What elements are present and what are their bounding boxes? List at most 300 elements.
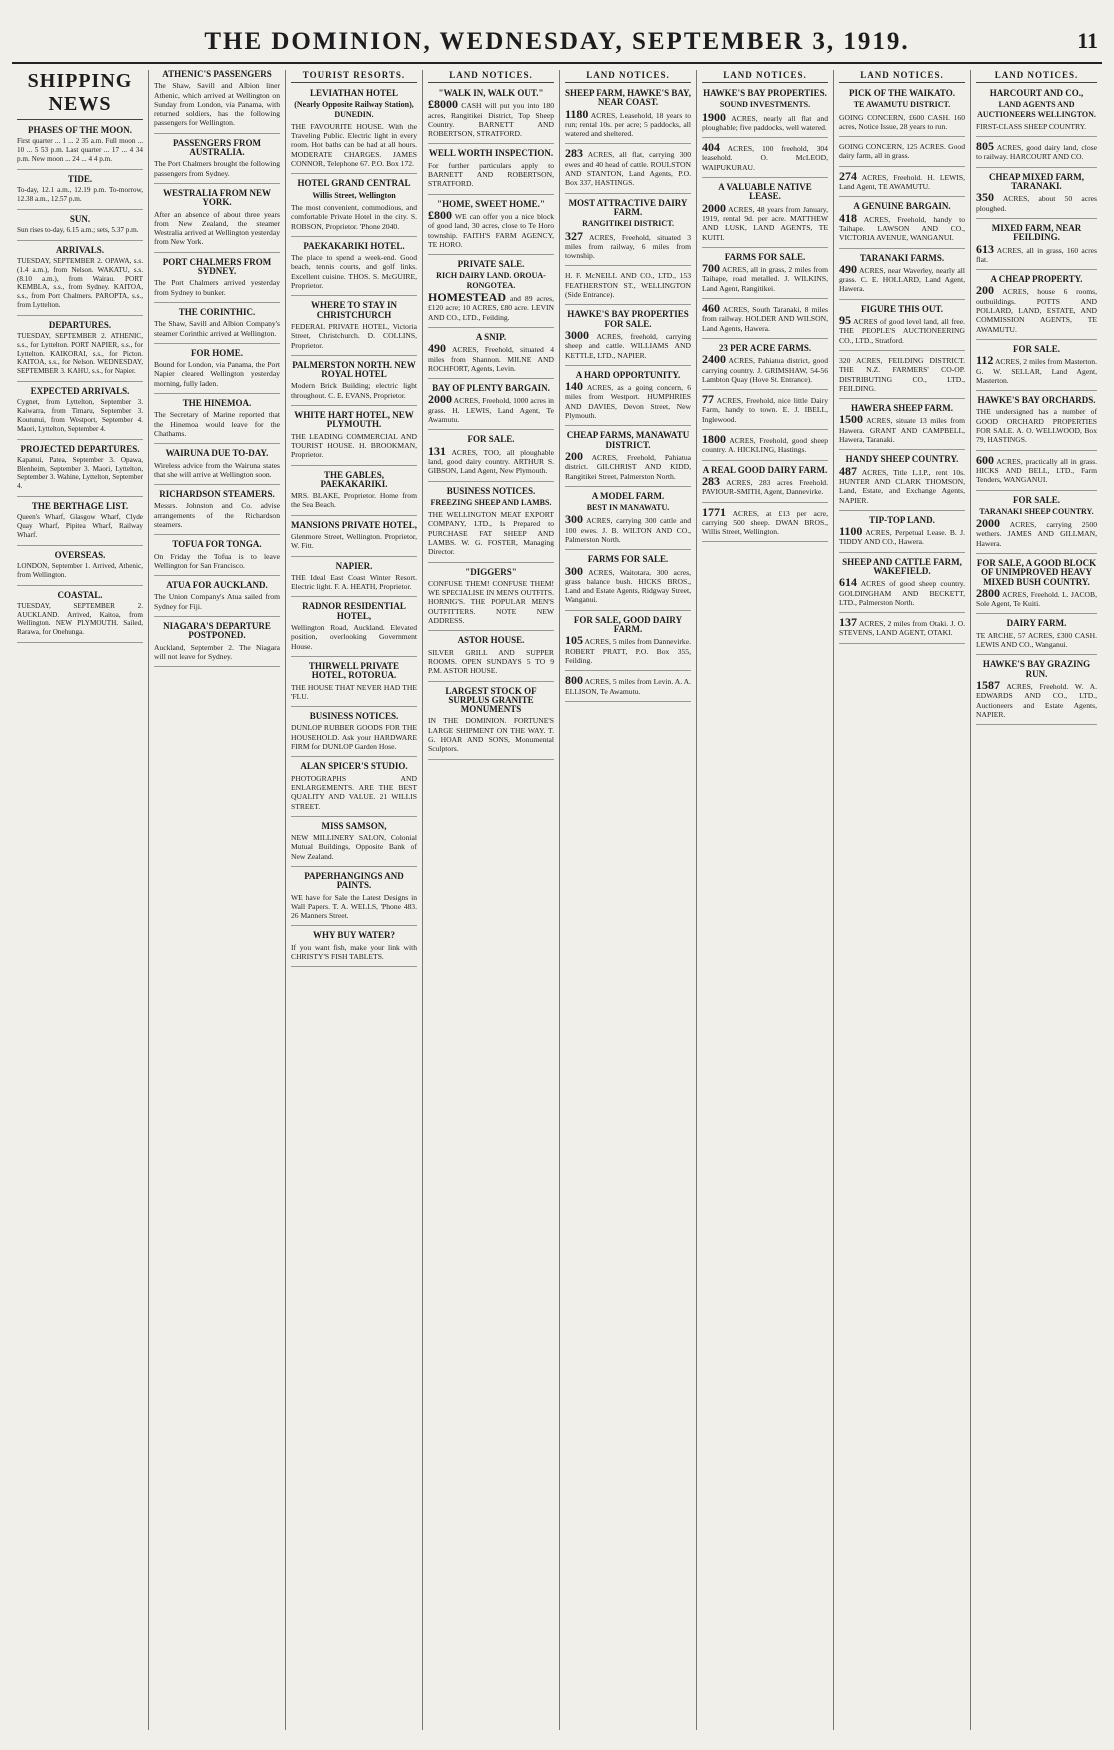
ad-text: The Union Company's Atua sailed from Sydney for Fiji. xyxy=(154,592,280,611)
col5-ads xyxy=(565,89,691,702)
ad-text: ACRES, 100 freehold, 304 leasehold. O. McLEOD, WAIPUKURAU. xyxy=(702,144,828,172)
ad-text: GOING CONCERN, 125 ACRES. Good dairy farm, all in grass. xyxy=(839,142,965,161)
ad-heading: ATUA FOR AUCKLAND. xyxy=(166,580,268,591)
advertisement xyxy=(702,344,828,390)
ad-body xyxy=(291,432,417,460)
advertisement xyxy=(291,662,417,707)
advertisement xyxy=(291,712,417,757)
ad-lead-figure: 800 xyxy=(565,673,583,688)
ad-body xyxy=(702,301,829,333)
ad-body xyxy=(839,168,965,192)
ad-body xyxy=(291,322,417,350)
advertisement xyxy=(839,202,965,248)
ad-body xyxy=(565,228,691,261)
ad-body xyxy=(839,113,965,132)
ad-text: ACRES, nearly all flat and ploughable; five paddocks, well watered. xyxy=(702,113,828,132)
ad-text: ACRES, situate 13 miles from Hawera. GRANT AND CAMPBELL, Hawera, Taranaki. xyxy=(839,416,965,445)
ad-text: ACRES, Freehold. W. A. EDWARDS AND CO., LTD., Auctioneers and Estate Agents, NAPIER. xyxy=(976,681,1098,719)
advertisement xyxy=(565,146,691,193)
shipping-section xyxy=(17,175,143,210)
advertisement xyxy=(976,345,1097,391)
advertisement xyxy=(839,558,965,613)
ad-heading: RADNOR RESIDENTIAL HOTEL, xyxy=(302,601,406,621)
advertisement xyxy=(428,149,554,194)
ad-body xyxy=(565,327,692,360)
advertisement xyxy=(291,361,417,406)
ad-heading: ATHENIC'S PASSENGERS xyxy=(162,70,272,79)
ad-heading: FOR SALE. xyxy=(1012,494,1060,505)
ad-text: ACRES, Title L.I.P., rent 10s. HUNTER AND CLARK THOMSON, Land, Estate, and Exchange Agents, NAPIER. xyxy=(839,467,965,505)
advertisement xyxy=(565,310,691,365)
advertisement xyxy=(702,301,829,339)
ad-text: The Shaw, Savill and Albion liner Athenic, which arrived at Wellington on Sunday from London, via Panama, with returned soldiers, has the following passengers for Wellington. xyxy=(154,81,280,128)
ad-heading: THE HINEMOA. xyxy=(182,398,252,409)
advertisement xyxy=(428,568,554,632)
ad-heading: NAPIER. xyxy=(335,560,373,571)
ad-text: THE undersigned has a number of GOOD ORCHARD PROPERTIES FOR SALE. A. O. WELLWOOD, Box 79, HASTINGS. xyxy=(976,407,1097,445)
column-land-4 xyxy=(834,70,971,1730)
ad-heading: FOR SALE, A GOOD BLOCK OF UNIMPROVED HEAVY MIXED BUSH COUNTRY. xyxy=(976,557,1097,587)
advertisement xyxy=(154,189,280,253)
ad-heading: LARGEST STOCK OF SURPLUS GRANITE MONUMENTS xyxy=(445,685,537,715)
ad-heading: THE CORINTHIC. xyxy=(178,306,256,317)
ad-heading: A REAL GOOD DAIRY FARM. xyxy=(702,464,828,475)
section-text: TUESDAY, SEPTEMBER 2. OPAWA, s.s. (1.4 a.m.), from Nelson. WAKATU, s.s. (8.10 a.m.), from Wairau. PORT KEMBLA, s.s., from Sydney. KAITOA, s.s., from Port Chalmers. PAROPTA, s.s., from Lyttelton. xyxy=(17,256,143,309)
ad-text: ACRES, practically all in grass. HICKS AND BELL, LTD., Farm Tenders, WANGANUI. xyxy=(976,456,1098,485)
ad-body xyxy=(291,723,417,751)
advertisement xyxy=(839,168,965,198)
column-tourist xyxy=(286,70,423,1730)
shipping-section xyxy=(17,246,143,316)
advertisement xyxy=(565,89,691,144)
ad-text: FIRST-CLASS SHEEP COUNTRY. xyxy=(976,121,1087,131)
ad-heading: PRIVATE SALE. xyxy=(457,259,525,270)
section-text: First quarter ... 1 ... 2 35 a.m. Full moon ... 10 ... 5 53 p.m. Last quarter ... 17 ... 4 34 p.m. New moon ... 24 ... 4 4 p.m. xyxy=(17,137,143,163)
ad-text: SILVER GRILL AND SUPPER ROOMS. OPEN SUNDAYS 5 TO 9 P.M. ASTOR HOUSE. xyxy=(428,647,554,676)
ad-lead-figure: £8000 xyxy=(428,97,458,112)
advertisement xyxy=(428,200,554,255)
ad-heading: MISS SAMSON, xyxy=(321,820,387,831)
ad-heading: CHEAP FARMS, MANAWATU DISTRICT. xyxy=(566,430,690,450)
advertisement xyxy=(154,622,280,667)
advertisement xyxy=(565,271,691,305)
ad-subheading: FREEZING SHEEP AND LAMBS. xyxy=(430,497,552,507)
ad-heading: THIRWELL PRIVATE HOTEL, ROTORUA. xyxy=(308,660,400,681)
ad-text: ACRES of good sheep country. GOLDINGHAM AND BECKETT, LTD., Palmerston North. xyxy=(839,579,965,607)
advertisement xyxy=(154,70,280,134)
ad-subheading: TE AWAMUTU DISTRICT. xyxy=(853,100,951,110)
advertisement xyxy=(839,615,965,644)
ad-body xyxy=(976,452,1098,485)
ad-body xyxy=(839,615,965,638)
ad-lead-figure: 77 xyxy=(702,392,714,407)
ad-heading: WHITE HART HOTEL, NEW PLYMOUTH. xyxy=(294,410,414,430)
ad-body xyxy=(976,677,1098,719)
ad-body xyxy=(702,352,828,384)
ad-lead-figure: 1100 xyxy=(839,524,863,539)
column-2 xyxy=(149,70,286,1730)
ad-body xyxy=(976,353,1098,385)
ad-lead-figure: 404 xyxy=(702,140,720,155)
ad-body xyxy=(154,278,280,297)
ad-text: ACRES, good dairy land, close to railway. HARCOURT AND CO. xyxy=(976,143,1097,162)
ad-text: ACRES, Freehold. H. LEWIS, Land Agent, TE AWAMUTU. xyxy=(839,172,965,192)
ad-body xyxy=(565,633,691,665)
ad-body xyxy=(839,412,965,445)
section-text: TUESDAY, SEPTEMBER 2. ATHENIC, s.s., for Lyttelton. PORT NAPIER, s.s., for Lyttelton. KAIKORAI, s.s., for Picton. KAITOA, s.s., for Nelson. WEDNESDAY, SEPTEMBER 3. KAHU, s.s., for Napier. xyxy=(17,332,143,376)
advertisement xyxy=(154,308,280,344)
ad-heading: CHEAP MIXED FARM, TARANAKI. xyxy=(988,171,1085,192)
advertisement xyxy=(291,822,417,867)
ad-text: ACRES, 5 miles from Levin. A. A. ELLISON, Te Awamutu. xyxy=(565,677,692,696)
advertisement xyxy=(291,872,417,926)
ad-body xyxy=(428,443,554,476)
ad-heading: ALAN SPICER'S STUDIO. xyxy=(300,761,408,772)
ad-heading: PORT CHALMERS FROM SYDNEY. xyxy=(162,256,272,277)
advertisement xyxy=(291,301,417,355)
ad-heading: LEVIATHAN HOTEL xyxy=(309,88,399,98)
ad-heading: A HARD OPPORTUNITY. xyxy=(575,369,681,380)
advertisement xyxy=(702,140,828,178)
ad-heading: PAPERHANGINGS AND PAINTS. xyxy=(304,871,404,891)
section-heading: EXPECTED ARRIVALS. xyxy=(30,386,130,397)
masthead xyxy=(12,18,1102,64)
advertisement xyxy=(154,490,280,535)
ad-body xyxy=(702,140,828,172)
ad-heading: FIGURE THIS OUT. xyxy=(861,303,943,314)
ad-text: DUNLOP RUBBER GOODS FOR THE HOUSEHOLD. Ask your HARDWARE FIRM for DUNLOP Garden Hose. xyxy=(291,723,417,752)
ad-lead-figure: 460 xyxy=(702,301,720,316)
ad-body xyxy=(428,392,554,425)
advertisement xyxy=(976,559,1097,614)
ad-heading: PAEKAKARIKI HOTEL. xyxy=(303,240,405,251)
advertisement xyxy=(154,258,280,303)
ad-heading: MANSIONS PRIVATE HOTEL, xyxy=(291,519,417,530)
ad-body xyxy=(839,463,965,505)
section-text: TUESDAY, SEPTEMBER 2. AUCKLAND. Arrived, Kaitoa, from Wellington. NEW PLYMOUTH. Sailed, Rarawa, for Onehunga. xyxy=(17,601,143,637)
ad-body xyxy=(154,501,280,529)
ad-text: If you want fish, make your link with CHRISTY'S FISH TABLETS. xyxy=(291,942,417,962)
ad-text: ACRES, all flat, carrying 300 ewes and 40 head of cattle. ROULSTON AND STANTON, Land Agents, P.O. Box 337, HASTINGS. xyxy=(565,150,691,188)
ad-lead-figure: 105 xyxy=(565,633,583,648)
advertisement xyxy=(839,305,965,351)
ad-heading: DAIRY FARM. xyxy=(1006,618,1067,629)
advertisement xyxy=(428,487,554,563)
ad-heading: TOFUA FOR TONGA. xyxy=(172,539,262,550)
shipping-section xyxy=(17,502,143,546)
ad-lead-figure: 283 xyxy=(565,146,583,161)
advertisement xyxy=(565,431,691,486)
ad-body xyxy=(291,122,417,168)
advertisement xyxy=(154,349,280,394)
ad-text: ACRES, Freehold, handy to Taihape. LAWSON AND CO., VICTORIA AVENUE, WANGANUI. xyxy=(839,214,965,243)
ad-heading: ASTOR HOUSE. xyxy=(457,635,525,646)
ad-text: THE HOUSE THAT NEVER HAD THE 'FLU. xyxy=(291,682,417,701)
ad-lead-figure: 600 xyxy=(976,452,994,467)
col8-ads xyxy=(976,89,1097,725)
ad-body xyxy=(976,407,1097,444)
column-land-3 xyxy=(697,70,834,1730)
advertisement xyxy=(428,384,554,430)
ad-body xyxy=(702,109,828,133)
tourist-header: TOURIST RESORTS. xyxy=(291,70,417,83)
ad-text: The Secretary of Marine reported that the Hinemoa would leave for the Chathams. xyxy=(154,410,280,438)
ad-heading: FARMS FOR SALE. xyxy=(587,554,669,565)
ad-heading: HAWERA SHEEP FARM. xyxy=(850,403,954,414)
shipping-sections xyxy=(17,126,143,643)
ad-body xyxy=(565,512,691,544)
advertisement xyxy=(702,392,828,430)
advertisement xyxy=(291,471,417,516)
ad-text: H. F. McNEILL AND CO., LTD., 153 FEATHERSTON ST., WELLINGTON (Side Entrance). xyxy=(565,271,691,300)
shipping-section xyxy=(17,445,143,497)
ad-heading: THE GABLES, PAEKAKARIKI. xyxy=(320,469,388,489)
ad-text: ACRES, Freehold. L. JACOB, Sole Agent, Te Kuiti. xyxy=(976,589,1097,609)
ad-body xyxy=(154,159,280,178)
ad-lead-figure: 487 xyxy=(839,463,857,478)
advertisement xyxy=(976,496,1097,554)
ad-heading: WHY BUY WATER? xyxy=(312,930,395,941)
ad-text: ACRES, South Taranaki, 8 miles from railway. HOLDER AND WILSON, Land Agents, Hawera. xyxy=(702,305,829,333)
ad-heading: A VALUABLE NATIVE LEASE. xyxy=(718,182,812,202)
ad-text: ACRES, Pahiatua district, good carrying country. J. GRIMSHAW, 54-56 Lambton Quay (Hove St. Entrance). xyxy=(702,356,828,384)
ad-heading: TIP-TOP LAND. xyxy=(869,514,935,525)
ad-text: THE FAVOURITE HOUSE. With the Traveling Public. Electric light in every room. Hot baths can be had at all hours. MODERATE CHARGES. JAMES CONNOR, Telephone 67. P.O. Box 172. xyxy=(291,121,417,169)
ad-heading: HARCOURT AND CO., xyxy=(989,88,1084,98)
advertisement xyxy=(428,333,554,379)
ad-heading: A SNIP. xyxy=(475,331,507,342)
advertisement xyxy=(565,199,691,267)
ad-lead-figure: 614 xyxy=(839,575,857,590)
advertisement xyxy=(291,762,417,816)
ad-lead-figure: 300 xyxy=(565,512,583,527)
ad-heading: A MODEL FARM. xyxy=(591,490,665,501)
advertisement xyxy=(839,455,965,510)
ad-lead-figure: 140 xyxy=(565,379,583,394)
ad-lead-figure: 1587 xyxy=(976,677,1000,692)
section-text: Queen's Wharf, Glasgow Wharf, Clyde Quay Wharf, Pipitea Wharf, Railway Wharf. xyxy=(17,513,143,539)
ad-body xyxy=(702,200,828,242)
ad-heading: PALMERSTON NORTH. NEW ROYAL HOTEL xyxy=(292,359,416,380)
ad-heading: WHERE TO STAY IN CHRISTCHURCH xyxy=(310,300,398,320)
ad-text: ACRES, Freehold, Pahiatua district. GILCHRIST AND KIDD, Rangitikei Street, Palmerston North. xyxy=(565,452,691,481)
ad-lead-figure: 613 xyxy=(976,241,994,256)
ad-text: Modern Brick Building; electric light throughout. C. E. EVANS, Proprietor. xyxy=(291,381,417,400)
ad-heading: "WALK IN, WALK OUT." xyxy=(438,88,544,98)
ad-lead-figure: 1800 xyxy=(702,432,726,447)
advertisement xyxy=(154,449,280,485)
advertisement xyxy=(839,142,965,167)
ad-heading: A GENUINE BARGAIN. xyxy=(853,201,951,212)
ad-lead-figure: 274 xyxy=(839,168,857,183)
ad-body xyxy=(428,290,554,322)
ad-body xyxy=(976,122,1097,131)
advertisement xyxy=(702,466,828,503)
ad-body xyxy=(565,448,691,481)
advertisement xyxy=(428,636,554,681)
ad-text: ACRES, 2 miles from Otaki. J. O. STEVENS, LAND AGENT, OTAKI. xyxy=(839,619,965,638)
ad-text: The Port Chalmers brought the following passengers from Sydney. xyxy=(154,159,280,178)
ad-lead-figure: 131 xyxy=(428,443,446,458)
advertisement xyxy=(565,371,691,426)
ad-subheading: Willis Street, Wellington xyxy=(312,190,396,200)
advertisement xyxy=(428,89,554,144)
ad-text: Glenmore Street, Wellington. Proprietor, W. Fitt. xyxy=(291,531,417,551)
advertisement xyxy=(702,253,828,299)
section-heading: ARRIVALS. xyxy=(55,244,105,255)
ad-body xyxy=(976,190,1097,213)
col2-ads xyxy=(154,70,280,667)
ad-lead-figure: 2000 xyxy=(976,516,1000,531)
ad-body xyxy=(839,313,965,345)
ad-subheading: LAND AGENTS AND AUCTIONEERS WELLINGTON. xyxy=(977,100,1096,119)
ad-heading: HAWKE'S BAY GRAZING RUN. xyxy=(982,659,1091,679)
ad-body xyxy=(154,410,280,438)
advertisement xyxy=(976,660,1097,725)
ad-text: ACRES, carrying 300 cattle and 100 ewes. J. B. WILTON AND CO., Palmerston North. xyxy=(565,516,691,544)
ad-text: THE LEADING COMMERCIAL AND TOURIST HOUSE. H. BROOKMAN, Proprietor. xyxy=(291,431,417,460)
ad-text: ACRES, 2 miles from Masterton. G. W. SELLAR, Land Agent, Masterton. xyxy=(976,357,1098,385)
advertisement xyxy=(428,687,554,760)
ad-body xyxy=(839,261,965,294)
shipping-section xyxy=(17,591,143,643)
ad-lead-figure: 2000 xyxy=(702,200,726,215)
ad-heading: HAWKE'S BAY PROPERTIES FOR SALE. xyxy=(567,309,689,329)
ad-text: ACRES, house 6 rooms, outbuildings. POTTS AND POLLARD, LAND, ESTATE, AND COMMISSION AGENTS, TE AWAMUTU. xyxy=(976,287,1098,334)
advertisement xyxy=(976,396,1097,450)
shipping-section xyxy=(17,126,143,170)
ad-body xyxy=(702,261,828,293)
ad-lead-figure: 3000 xyxy=(565,327,589,342)
ad-body xyxy=(839,210,965,243)
col4-ads xyxy=(428,89,554,760)
ad-heading: HOTEL GRAND CENTRAL xyxy=(297,178,411,189)
ad-body xyxy=(976,241,1097,265)
masthead-title: THE DOMINION, WEDNESDAY, SEPTEMBER 3, 1919. xyxy=(204,28,910,55)
ad-body xyxy=(976,139,1097,162)
ad-heading: PICK OF THE WAIKATO. xyxy=(848,88,956,98)
advertisement xyxy=(976,224,1097,270)
col6-ads xyxy=(702,89,828,542)
ad-body xyxy=(428,716,554,753)
ad-heading: SHEEP AND CATTLE FARM, WAKEFIELD. xyxy=(842,556,962,576)
ad-body xyxy=(291,893,417,921)
ad-lead-figure: 1771 xyxy=(702,504,726,519)
shipping-title: SHIPPING NEWS xyxy=(17,70,143,120)
ad-heading: "DIGGERS" xyxy=(465,566,517,577)
ad-body xyxy=(565,106,691,139)
ad-heading: RICHARDSON STEAMERS. xyxy=(159,489,275,500)
advertisement xyxy=(565,492,691,550)
ad-lead-figure: 418 xyxy=(839,210,857,225)
shipping-section xyxy=(17,215,143,241)
ad-heading: HAWKE'S BAY PROPERTIES. xyxy=(703,88,827,98)
ad-lead-figure: 805 xyxy=(976,139,994,154)
ad-text: Bound for London, via Panama, the Port Napier cleared Wellington yesterday morning, fully laden. xyxy=(154,360,280,388)
ad-text: GOING CONCERN, £600 CASH. 160 acres, Notice Issue, 28 years to run. xyxy=(839,112,965,131)
land-header-3: LAND NOTICES. xyxy=(702,70,828,83)
ad-text: 320 ACRES, FEILDING DISTRICT. THE N.Z. FARMERS' CO-OP. DISTRIBUTING CO., LTD., FEILDING. xyxy=(839,355,965,393)
ad-body xyxy=(839,356,965,393)
advertisement xyxy=(291,521,417,557)
ad-heading: BUSINESS NOTICES. xyxy=(446,485,536,496)
ad-text: MRS. BLAKE, Proprietor. Home from the Sea Beach. xyxy=(291,491,417,510)
ad-text: ACRES, Waitotara, 300 acres, grass balance bush. HICKS BROS., Land and Estate Agents, Ridgway Street, Wanganui. xyxy=(565,567,692,605)
advertisement xyxy=(291,931,417,967)
column-land-5 xyxy=(971,70,1102,1730)
col7-ads xyxy=(839,89,965,644)
section-heading: DEPARTURES. xyxy=(48,319,112,330)
advertisement xyxy=(291,89,417,174)
ad-body xyxy=(428,97,554,139)
advertisement xyxy=(565,673,692,702)
ad-body xyxy=(291,623,417,651)
advertisement xyxy=(702,504,829,543)
ad-body xyxy=(291,833,417,861)
section-heading: PROJECTED DEPARTURES. xyxy=(20,443,140,454)
advertisement xyxy=(702,432,828,461)
ad-body xyxy=(976,283,1098,334)
ad-heading: FOR SALE. xyxy=(1012,343,1060,354)
ad-subheading: RANGITIKEI DISTRICT. xyxy=(582,219,674,229)
shipping-section xyxy=(17,321,143,382)
section-heading: OVERSEAS. xyxy=(54,549,106,560)
advertisement xyxy=(839,254,965,300)
ad-body xyxy=(565,673,692,696)
section-text: LONDON, September 1. Arrived, Athenic, from Wellington. xyxy=(17,561,143,579)
ad-text: ACRES, Leasehold, 18 years to run; rental 10s. per acre; 5 paddocks, all watered and sheltered. xyxy=(565,110,691,139)
ad-lead-figure: 327 xyxy=(565,228,583,243)
ad-lead-figure: 112 xyxy=(976,353,994,368)
ad-body xyxy=(291,943,417,962)
ad-body xyxy=(565,379,691,421)
ad-body xyxy=(565,146,691,188)
ad-text: ACRES, as a going concern, 6 miles from Westport. HUMPHRIES AND DAVIES, Devon Street, New Plymouth. xyxy=(565,383,691,421)
ad-text: PHOTOGRAPHS AND ENLARGEMENTS. ARE THE BEST QUALITY AND VALUE. 21 WILLIS STREET. xyxy=(291,773,417,811)
ad-body xyxy=(291,203,417,231)
ad-body xyxy=(428,510,554,556)
ad-body xyxy=(428,207,554,249)
ad-text: WE have for Sale the Latest Designs in Wall Papers. T. A. WELLS, 'Phone 483. 26 Manners Street. xyxy=(291,892,417,921)
advertisement xyxy=(976,452,1098,491)
ad-heading: HANDY SHEEP COUNTRY. xyxy=(845,454,959,465)
advertisement xyxy=(839,89,965,137)
ad-text: Messrs. Johnston and Co. advise arrangements of the Richardson steamers. xyxy=(154,501,280,529)
ad-text: ACRES, freehold, carrying sheep and cattle. WILLIAMS AND KETTLE, LTD., NAPIER. xyxy=(565,331,692,360)
ad-text: IN THE DOMINION. FORTUNE'S LARGE SHIPMENT ON THE WAY. T. G. HOAR AND SONS, Monumental Sculptors. xyxy=(428,716,554,754)
ad-body xyxy=(154,592,280,611)
advertisement xyxy=(154,399,280,444)
ad-text: ACRES, at £13 per acre, carrying 500 sheep. DWAN BROS., Willis Street, Wellington. xyxy=(702,508,829,537)
ad-body xyxy=(428,341,554,373)
ad-text: ACRES, carrying 2500 wethers. JAMES AND GILLMAN, Hawera. xyxy=(976,520,1097,548)
ad-heading: MOST ATTRACTIVE DAIRY FARM. xyxy=(568,197,688,217)
advertisement xyxy=(976,173,1097,219)
advertisement xyxy=(976,139,1097,168)
advertisement xyxy=(291,602,417,656)
ad-body xyxy=(428,579,554,625)
column-shipping xyxy=(12,70,149,1730)
ad-heading: A CHEAP PROPERTY. xyxy=(990,274,1083,285)
ad-lead-figure: 1500 xyxy=(839,412,863,427)
ad-body xyxy=(154,360,280,388)
advertisement xyxy=(291,242,417,296)
ad-heading: WAIRUNA DUE TO-DAY. xyxy=(165,448,269,459)
ad-text: Auckland, September 2. The Niagara will not leave for Sydney. xyxy=(154,642,280,661)
ad-lead-figure: 700 xyxy=(702,261,720,276)
ad-heading: FOR SALE. xyxy=(467,434,515,445)
ad-body xyxy=(976,516,1097,548)
